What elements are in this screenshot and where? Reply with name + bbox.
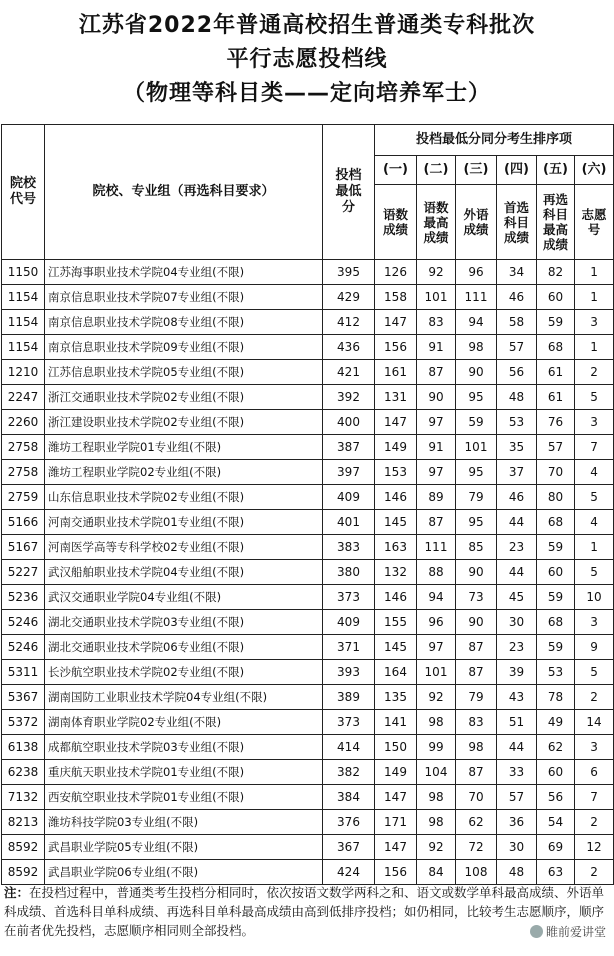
cell-code: 7132 (2, 785, 45, 810)
cell-chn-math: 131 (375, 385, 417, 410)
cell-chn-math-max: 92 (417, 260, 456, 285)
cell-code: 5372 (2, 710, 45, 735)
page-category: （物理等科目类——定向培养军士） (122, 81, 491, 106)
cell-chn-math-max: 98 (417, 710, 456, 735)
cell-code: 5311 (2, 660, 45, 685)
cell-school: 武昌职业学院05专业组(不限) (45, 835, 323, 860)
cell-score: 436 (323, 335, 375, 360)
cell-chn-math: 147 (375, 310, 417, 335)
cell-first-subject: 23 (497, 535, 537, 560)
cell-second-subject-max: 69 (537, 835, 575, 860)
cell-second-subject-max: 53 (537, 660, 575, 685)
cell-chn-math: 145 (375, 635, 417, 660)
cell-school: 潍坊科技学院03专业组(不限) (45, 810, 323, 835)
cell-choice-number: 4 (575, 460, 614, 485)
cell-choice-number: 2 (575, 810, 614, 835)
cell-choice-number: 5 (575, 385, 614, 410)
cell-school: 潍坊工程职业学院02专业组(不限) (45, 460, 323, 485)
cell-chn-math-max: 101 (417, 285, 456, 310)
cell-code: 5227 (2, 560, 45, 585)
cell-second-subject-max: 68 (537, 610, 575, 635)
cell-first-subject: 53 (497, 410, 537, 435)
cell-code: 2247 (2, 385, 45, 410)
cell-first-subject: 34 (497, 260, 537, 285)
cell-school: 河南交通职业技术学院01专业组(不限) (45, 510, 323, 535)
cell-chn-math: 132 (375, 560, 417, 585)
cell-chn-math-max: 98 (417, 785, 456, 810)
cell-code: 8213 (2, 810, 45, 835)
cell-foreign: 87 (456, 760, 497, 785)
cell-chn-math-max: 101 (417, 660, 456, 685)
cell-chn-math: 158 (375, 285, 417, 310)
cell-code: 1154 (2, 310, 45, 335)
cell-foreign: 90 (456, 610, 497, 635)
cell-score: 380 (323, 560, 375, 585)
cell-code: 2759 (2, 485, 45, 510)
cell-chn-math: 147 (375, 410, 417, 435)
cell-foreign: 73 (456, 585, 497, 610)
table-row (2, 335, 614, 360)
cell-chn-math: 149 (375, 435, 417, 460)
table-row (2, 610, 614, 635)
cell-foreign: 108 (456, 860, 497, 885)
cell-code: 5367 (2, 685, 45, 710)
cell-code: 1154 (2, 285, 45, 310)
cell-choice-number: 3 (575, 410, 614, 435)
cell-school: 西安航空职业技术学院01专业组(不限) (45, 785, 323, 810)
cell-school: 湖南国防工业职业技术学院04专业组(不限) (45, 685, 323, 710)
cell-score: 373 (323, 710, 375, 735)
cell-school: 浙江交通职业技术学院02专业组(不限) (45, 385, 323, 410)
cell-score: 412 (323, 310, 375, 335)
cell-choice-number: 2 (575, 685, 614, 710)
header-school: 院校、专业组（再选科目要求） (45, 125, 323, 260)
header-sub-num: (二) (417, 156, 456, 185)
cell-chn-math: 161 (375, 360, 417, 385)
cell-second-subject-max: 59 (537, 635, 575, 660)
cell-first-subject: 45 (497, 585, 537, 610)
cell-foreign: 87 (456, 660, 497, 685)
table-row (2, 435, 614, 460)
cell-score: 392 (323, 385, 375, 410)
cell-first-subject: 46 (497, 485, 537, 510)
cell-chn-math-max: 92 (417, 835, 456, 860)
cell-foreign: 101 (456, 435, 497, 460)
cell-foreign: 59 (456, 410, 497, 435)
cell-choice-number: 3 (575, 735, 614, 760)
cell-chn-math: 147 (375, 835, 417, 860)
cell-chn-math-max: 97 (417, 410, 456, 435)
cell-code: 5246 (2, 610, 45, 635)
cell-score: 401 (323, 510, 375, 535)
cell-first-subject: 51 (497, 710, 537, 735)
table-row (2, 660, 614, 685)
cell-foreign: 85 (456, 535, 497, 560)
cell-school: 成都航空职业技术学院03专业组(不限) (45, 735, 323, 760)
table-row (2, 310, 614, 335)
cell-chn-math-max: 111 (417, 535, 456, 560)
cell-second-subject-max: 78 (537, 685, 575, 710)
cell-score: 373 (323, 585, 375, 610)
header-sub-num: (五) (537, 156, 575, 185)
cell-second-subject-max: 57 (537, 435, 575, 460)
admission-table (1, 124, 614, 885)
header-sub-label: 再选科目最高成绩 (537, 185, 575, 260)
cell-foreign: 94 (456, 310, 497, 335)
cell-score: 424 (323, 860, 375, 885)
cell-code: 5236 (2, 585, 45, 610)
cell-choice-number: 5 (575, 660, 614, 685)
header-score: 投档最低分 (323, 125, 375, 260)
cell-first-subject: 57 (497, 335, 537, 360)
cell-chn-math: 149 (375, 760, 417, 785)
cell-school: 江苏信息职业技术学院05专业组(不限) (45, 360, 323, 385)
cell-foreign: 90 (456, 360, 497, 385)
cell-school: 河南医学高等专科学校02专业组(不限) (45, 535, 323, 560)
cell-second-subject-max: 76 (537, 410, 575, 435)
cell-code: 2260 (2, 410, 45, 435)
cell-code: 2758 (2, 435, 45, 460)
cell-choice-number: 1 (575, 285, 614, 310)
header-sub-label: 语数最高成绩 (417, 185, 456, 260)
cell-choice-number: 6 (575, 760, 614, 785)
cell-second-subject-max: 49 (537, 710, 575, 735)
cell-second-subject-max: 68 (537, 510, 575, 535)
cell-foreign: 87 (456, 635, 497, 660)
cell-school: 湖南体育职业学院02专业组(不限) (45, 710, 323, 735)
cell-school: 武汉船舶职业技术学院04专业组(不限) (45, 560, 323, 585)
cell-choice-number: 1 (575, 260, 614, 285)
cell-chn-math: 155 (375, 610, 417, 635)
cell-chn-math: 150 (375, 735, 417, 760)
cell-chn-math-max: 99 (417, 735, 456, 760)
cell-first-subject: 39 (497, 660, 537, 685)
cell-foreign: 111 (456, 285, 497, 310)
cell-score: 395 (323, 260, 375, 285)
cell-school: 江苏海事职业技术学院04专业组(不限) (45, 260, 323, 285)
cell-first-subject: 44 (497, 510, 537, 535)
cell-first-subject: 30 (497, 835, 537, 860)
cell-foreign: 96 (456, 260, 497, 285)
table-row (2, 785, 614, 810)
cell-school: 湖北交通职业技术学院03专业组(不限) (45, 610, 323, 635)
cell-first-subject: 33 (497, 760, 537, 785)
cell-school: 武昌职业学院06专业组(不限) (45, 860, 323, 885)
cell-chn-math-max: 97 (417, 460, 456, 485)
cell-chn-math: 153 (375, 460, 417, 485)
header-sub-num: (六) (575, 156, 614, 185)
cell-chn-math-max: 94 (417, 585, 456, 610)
cell-chn-math: 146 (375, 585, 417, 610)
cell-foreign: 95 (456, 385, 497, 410)
cell-score: 389 (323, 685, 375, 710)
cell-chn-math: 156 (375, 860, 417, 885)
cell-school: 南京信息职业技术学院07专业组(不限) (45, 285, 323, 310)
cell-school: 南京信息职业技术学院09专业组(不限) (45, 335, 323, 360)
table-row (2, 535, 614, 560)
cell-score: 376 (323, 810, 375, 835)
table-row (2, 585, 614, 610)
cell-foreign: 95 (456, 460, 497, 485)
cell-second-subject-max: 54 (537, 810, 575, 835)
cell-score: 393 (323, 660, 375, 685)
cell-school: 湖北交通职业技术学院06专业组(不限) (45, 635, 323, 660)
table-row (2, 510, 614, 535)
header-sub-num: (三) (456, 156, 497, 185)
cell-score: 371 (323, 635, 375, 660)
cell-second-subject-max: 68 (537, 335, 575, 360)
cell-foreign: 90 (456, 560, 497, 585)
cell-first-subject: 48 (497, 860, 537, 885)
cell-chn-math: 147 (375, 785, 417, 810)
cell-choice-number: 1 (575, 335, 614, 360)
cell-chn-math-max: 91 (417, 435, 456, 460)
cell-score: 367 (323, 835, 375, 860)
cell-choice-number: 4 (575, 510, 614, 535)
cell-code: 8592 (2, 835, 45, 860)
table-row (2, 385, 614, 410)
cell-foreign: 98 (456, 735, 497, 760)
cell-second-subject-max: 60 (537, 560, 575, 585)
table-row (2, 560, 614, 585)
cell-code: 5167 (2, 535, 45, 560)
cell-first-subject: 44 (497, 560, 537, 585)
cell-second-subject-max: 59 (537, 535, 575, 560)
cell-school: 浙江建设职业技术学院02专业组(不限) (45, 410, 323, 435)
cell-chn-math: 146 (375, 485, 417, 510)
page-subtitle: 平行志愿投档线 (226, 47, 388, 72)
cell-first-subject: 43 (497, 685, 537, 710)
footnote-text: 在投档过程中，普通类考生投档分相同时，依次按语文数学两科之和、语文或数学单科最高成绩、外语单科成绩、首选科目单科成绩、再选科目单科最高成绩由高到低排序投档；如仍相同，比较考生志愿顺序，顺序在前者优先投档，志愿顺序相同则全部投档。 (4, 885, 605, 938)
cell-score: 397 (323, 460, 375, 485)
cell-first-subject: 37 (497, 460, 537, 485)
table-row (2, 760, 614, 785)
cell-chn-math: 163 (375, 535, 417, 560)
cell-foreign: 98 (456, 335, 497, 360)
cell-choice-number: 12 (575, 835, 614, 860)
cell-school: 重庆航天职业技术学院01专业组(不限) (45, 760, 323, 785)
cell-chn-math-max: 87 (417, 360, 456, 385)
watermark (528, 923, 608, 940)
cell-second-subject-max: 62 (537, 735, 575, 760)
cell-second-subject-max: 60 (537, 760, 575, 785)
header-sub-num: (四) (497, 156, 537, 185)
cell-choice-number: 2 (575, 360, 614, 385)
cell-second-subject-max: 59 (537, 310, 575, 335)
header-sub-label: 外语成绩 (456, 185, 497, 260)
cell-chn-math: 164 (375, 660, 417, 685)
cell-foreign: 72 (456, 835, 497, 860)
cell-score: 421 (323, 360, 375, 385)
cell-first-subject: 58 (497, 310, 537, 335)
cell-foreign: 79 (456, 485, 497, 510)
cell-chn-math: 156 (375, 335, 417, 360)
header-sub-label: 语数成绩 (375, 185, 417, 260)
cell-chn-math-max: 92 (417, 685, 456, 710)
cell-choice-number: 3 (575, 610, 614, 635)
cell-school: 武汉交通职业学院04专业组(不限) (45, 585, 323, 610)
cell-chn-math-max: 98 (417, 810, 456, 835)
table-row (2, 685, 614, 710)
cell-chn-math: 135 (375, 685, 417, 710)
table-row (2, 635, 614, 660)
cell-first-subject: 48 (497, 385, 537, 410)
cell-chn-math-max: 90 (417, 385, 456, 410)
cell-first-subject: 57 (497, 785, 537, 810)
table-row (2, 485, 614, 510)
cell-first-subject: 35 (497, 435, 537, 460)
table-row (2, 735, 614, 760)
cell-school: 长沙航空职业技术学院02专业组(不限) (45, 660, 323, 685)
cell-score: 387 (323, 435, 375, 460)
cell-second-subject-max: 82 (537, 260, 575, 285)
cell-choice-number: 7 (575, 785, 614, 810)
cell-choice-number: 14 (575, 710, 614, 735)
cell-choice-number: 3 (575, 310, 614, 335)
cell-code: 5246 (2, 635, 45, 660)
cell-second-subject-max: 56 (537, 785, 575, 810)
cell-chn-math-max: 97 (417, 635, 456, 660)
cell-first-subject: 23 (497, 635, 537, 660)
cell-score: 414 (323, 735, 375, 760)
page-title: 江苏省2022年普通高校招生普通类专科批次 (78, 13, 536, 38)
table-row (2, 460, 614, 485)
table-row (2, 860, 614, 885)
cell-first-subject: 44 (497, 735, 537, 760)
cell-chn-math: 141 (375, 710, 417, 735)
cell-foreign: 95 (456, 510, 497, 535)
cell-chn-math-max: 104 (417, 760, 456, 785)
header-sub-num: (一) (375, 156, 417, 185)
cell-chn-math-max: 83 (417, 310, 456, 335)
cell-second-subject-max: 60 (537, 285, 575, 310)
cell-foreign: 79 (456, 685, 497, 710)
cell-score: 409 (323, 610, 375, 635)
cell-first-subject: 36 (497, 810, 537, 835)
footnote (4, 883, 610, 940)
cell-choice-number: 9 (575, 635, 614, 660)
cell-school: 潍坊工程职业学院01专业组(不限) (45, 435, 323, 460)
table-row (2, 410, 614, 435)
header-code: 院校代号 (2, 125, 45, 260)
cell-choice-number: 7 (575, 435, 614, 460)
cell-score: 409 (323, 485, 375, 510)
cell-chn-math: 126 (375, 260, 417, 285)
header-rank-group: 投档最低分同分考生排序项 (375, 125, 614, 156)
footnote-label: 注： (4, 885, 30, 900)
cell-chn-math-max: 89 (417, 485, 456, 510)
cell-score: 383 (323, 535, 375, 560)
cell-foreign: 70 (456, 785, 497, 810)
cell-chn-math-max: 96 (417, 610, 456, 635)
cell-school: 南京信息职业技术学院08专业组(不限) (45, 310, 323, 335)
cell-code: 6238 (2, 760, 45, 785)
cell-choice-number: 5 (575, 485, 614, 510)
cell-choice-number: 2 (575, 860, 614, 885)
cell-code: 6138 (2, 735, 45, 760)
cell-foreign: 83 (456, 710, 497, 735)
cell-score: 429 (323, 285, 375, 310)
cell-chn-math-max: 87 (417, 510, 456, 535)
cell-chn-math: 171 (375, 810, 417, 835)
cell-second-subject-max: 63 (537, 860, 575, 885)
cell-choice-number: 5 (575, 560, 614, 585)
cell-choice-number: 10 (575, 585, 614, 610)
cell-second-subject-max: 61 (537, 360, 575, 385)
cell-code: 2758 (2, 460, 45, 485)
cell-code: 1150 (2, 260, 45, 285)
cell-chn-math-max: 91 (417, 335, 456, 360)
cell-code: 1210 (2, 360, 45, 385)
cell-foreign: 62 (456, 810, 497, 835)
cell-code: 8592 (2, 860, 45, 885)
header-sub-label: 志愿号 (575, 185, 614, 260)
cell-first-subject: 46 (497, 285, 537, 310)
table-row (2, 260, 614, 285)
table-row (2, 810, 614, 835)
cell-second-subject-max: 59 (537, 585, 575, 610)
cell-first-subject: 30 (497, 610, 537, 635)
cell-chn-math-max: 84 (417, 860, 456, 885)
table-row (2, 835, 614, 860)
cell-code: 5166 (2, 510, 45, 535)
cell-second-subject-max: 70 (537, 460, 575, 485)
watermark-text: 睢前爱讲堂 (545, 925, 606, 939)
cell-second-subject-max: 80 (537, 485, 575, 510)
cell-chn-math: 145 (375, 510, 417, 535)
cell-school: 山东信息职业技术学院02专业组(不限) (45, 485, 323, 510)
table-row (2, 285, 614, 310)
cell-second-subject-max: 61 (537, 385, 575, 410)
cell-code: 1154 (2, 335, 45, 360)
table-row (2, 710, 614, 735)
table-row (2, 360, 614, 385)
cell-score: 400 (323, 410, 375, 435)
cell-score: 382 (323, 760, 375, 785)
header-sub-label: 首选科目成绩 (497, 185, 537, 260)
wechat-icon (530, 925, 543, 938)
cell-first-subject: 56 (497, 360, 537, 385)
cell-chn-math-max: 88 (417, 560, 456, 585)
cell-choice-number: 1 (575, 535, 614, 560)
cell-score: 384 (323, 785, 375, 810)
